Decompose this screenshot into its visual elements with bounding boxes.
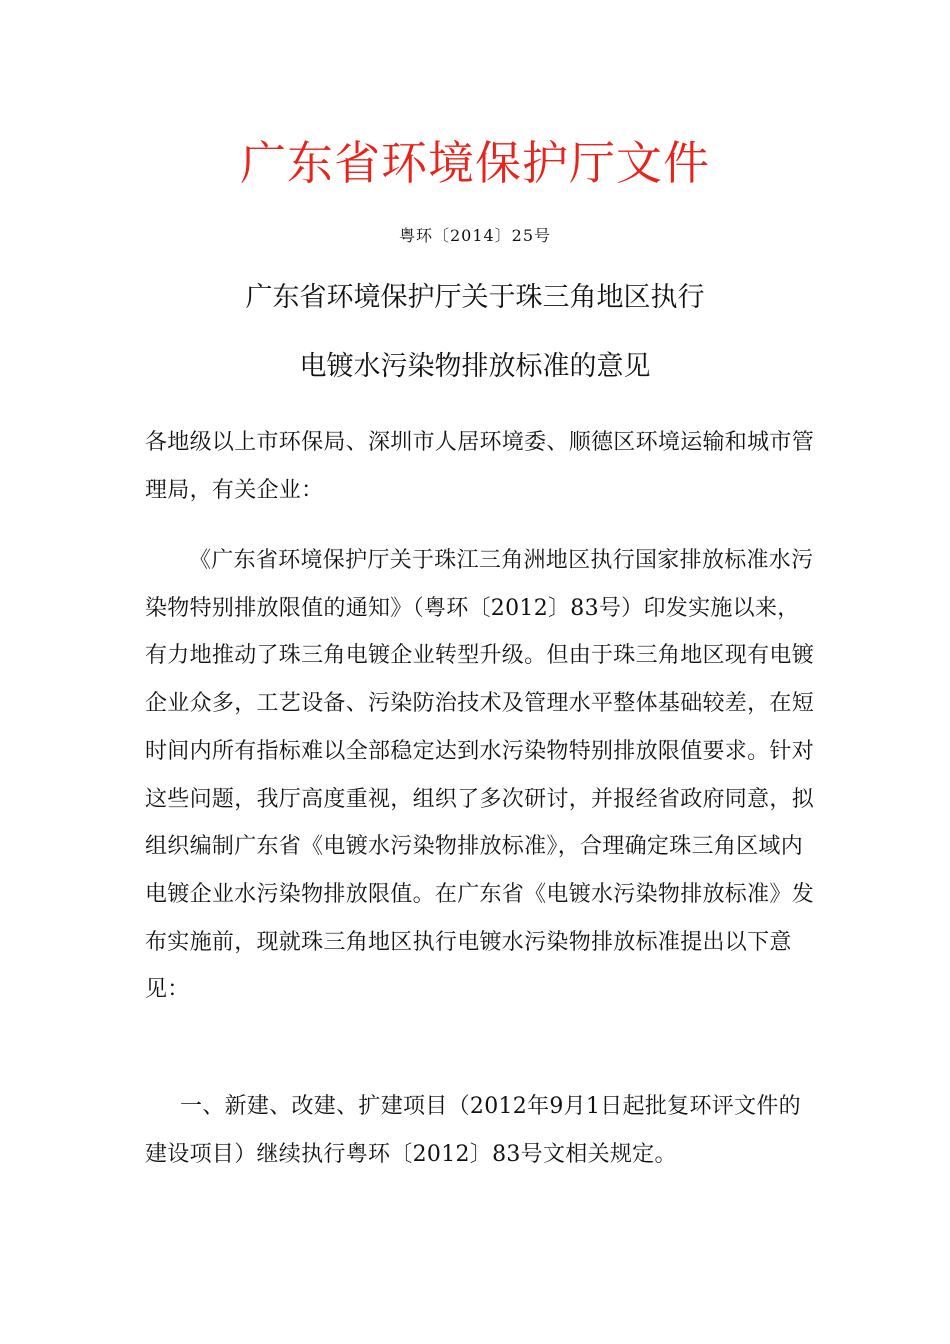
addressee-paragraph: 各地级以上市环保局、深圳市人居环境委、顺德区环境运输和城市管理局，有关企业： <box>145 430 815 503</box>
body-paragraph-1: 《广东省环境保护厅关于珠江三角洲地区执行国家排放标准水污染物特别排放限值的通知》（粤环〔2012〕83号）印发实施以来，有力地推动了珠三角电镀企业转型升级。但由于珠三角地区现有电镀企业众多，工艺设备、污染防治技术及管理水平整体基础较差，在短时间内所有指标难以全部稳定达到水污染物特别排放限值要求。针对这些问题，我厅高度重视，组织了多次研讨，并报经省政府同意，拟组织编制广东省《电镀水污染物排放标准》，合理确定珠三角区域内电镀企业水污染物排放限值。在广东省《电镀水污染物排放标准》发布实施前，现就珠三角地区执行电镀水污染物排放标准提出以下意见： <box>145 548 815 1003</box>
document-title-line-2: 电镀水污染物排放标准的意见 <box>299 351 651 382</box>
document-header-title: 广东省环境保护厅文件 <box>240 136 710 190</box>
document-title-line-1: 广东省环境保护厅关于珠三角地区执行 <box>245 282 705 313</box>
document-number: 粤环〔2014〕25号 <box>398 226 552 245</box>
body-paragraph-2: 一、新建、改建、扩建项目（2012年9月1日起批复环评文件的建设项目）继续执行粤环〔2012〕83号文相关规定。 <box>145 1094 801 1167</box>
